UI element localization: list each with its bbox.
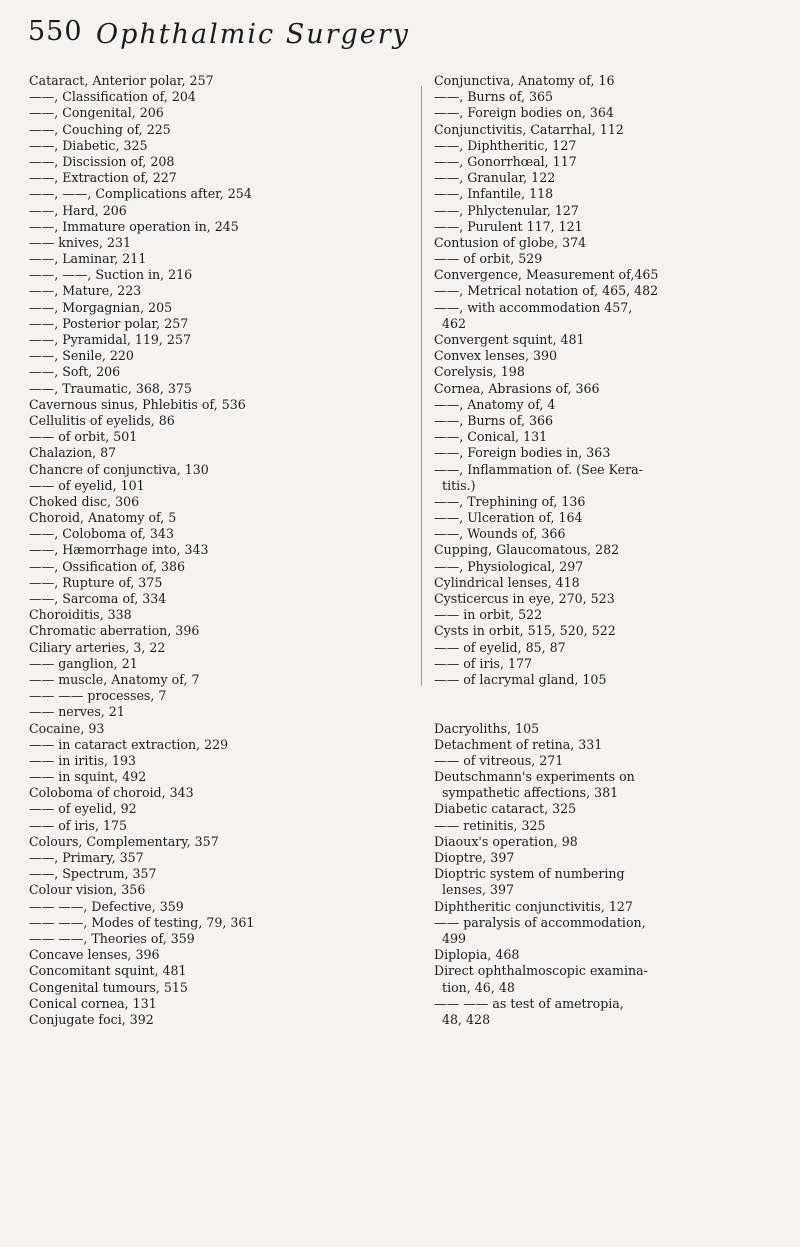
index-entry: Contusion of globe, 374 xyxy=(434,234,587,250)
index-entry: Congenital tumours, 515 xyxy=(29,979,188,995)
index-entry: ——, Primary, 357 xyxy=(29,850,144,865)
index-entry: Deutschmann's experiments on xyxy=(434,769,635,785)
index-entry: ——, Classification of, 204 xyxy=(29,89,196,105)
index-entry: Conjunctiva, Anatomy of, 16 xyxy=(434,73,615,88)
index-entry: —— of lacrymal gland, 105 xyxy=(434,671,607,687)
index-entry xyxy=(434,688,790,704)
index-entry: Colour vision, 356 xyxy=(29,882,146,898)
index-entry: Dioptric system of numbering xyxy=(434,866,625,882)
index-entry: ——, Spectrum, 357 xyxy=(29,866,157,882)
index-entry: —— in iritis, 193 xyxy=(29,752,137,768)
index-entry: Conjunctivitis, Catarrhal, 112 xyxy=(434,121,624,137)
index-entry: ——, Metrical notation of, 465, 482 xyxy=(434,283,659,299)
index-entry: Conjugate foci, 392 xyxy=(29,1011,154,1027)
index-entry: —— of eyelid, 85, 87 xyxy=(434,639,566,655)
index-entry: ——, Conical, 131 xyxy=(434,429,548,445)
index-entry: ——, Infantile, 118 xyxy=(434,186,554,202)
index-entry: ——, Soft, 206 xyxy=(29,364,121,380)
index-entry: ——, Ulceration of, 164 xyxy=(434,510,583,526)
index-entry: —— paralysis of accommodation, xyxy=(434,914,646,930)
index-entry: ——, Foreign bodies in, 363 xyxy=(434,445,611,461)
index-entry: —— in orbit, 522 xyxy=(434,607,543,623)
index-entry: titis.) xyxy=(434,477,476,493)
index-entry: ——, Discission of, 208 xyxy=(29,153,175,169)
index-entry: —— —— as test of ametropia, xyxy=(434,995,624,1011)
index-entry: Choroiditis, 338 xyxy=(29,607,132,623)
index-entry: ——, Laminar, 211 xyxy=(29,251,147,267)
index-entry: tion, 46, 48 xyxy=(434,979,515,995)
index-entry: Direct ophthalmoscopic examina- xyxy=(434,963,648,979)
index-entry: Coloboma of choroid, 343 xyxy=(29,785,194,801)
index-entry: Diabetic cataract, 325 xyxy=(434,801,577,817)
index-entry: ——, Diabetic, 325 xyxy=(29,137,148,153)
index-entry: ——, Phlyctenular, 127 xyxy=(434,202,579,218)
index-entry: Cupping, Glaucomatous, 282 xyxy=(434,542,620,558)
index-entry: ——, Trephining of, 136 xyxy=(434,493,586,509)
index-entry: —— knives, 231 xyxy=(29,234,132,250)
index-entry: Cysticercus in eye, 270, 523 xyxy=(434,591,615,606)
index-entry: Cylindrical lenses, 418 xyxy=(434,574,580,590)
index-entry: Concomitant squint, 481 xyxy=(29,963,187,979)
index-entry: —— ——, Theories of, 359 xyxy=(29,930,195,946)
index-entry: ——, Physiological, 297 xyxy=(434,558,584,574)
index-entry: —— nerves, 21 xyxy=(29,704,125,720)
index-entry: Diphtheritic conjunctivitis, 127 xyxy=(434,898,633,914)
index-column-right xyxy=(434,73,790,1028)
index-entry: Cataract, Anterior polar, 257 xyxy=(29,73,214,88)
index-entry: —— of orbit, 529 xyxy=(434,251,543,267)
index-entry: ——, Mature, 223 xyxy=(29,283,142,299)
index-entry: Diaoux's operation, 98 xyxy=(434,833,578,849)
index-entry: ——, Coloboma of, 343 xyxy=(29,526,174,542)
index-entry: ——, Pyramidal, 119, 257 xyxy=(29,332,191,347)
column-divider xyxy=(421,86,422,686)
index-entry: —— of vitreous, 271 xyxy=(434,752,564,768)
index-entry: ——, Diphtheritic, 127 xyxy=(434,137,577,153)
index-entry: 499 xyxy=(434,930,467,946)
index-entry: —— muscle, Anatomy of, 7 xyxy=(29,671,200,687)
index-entry: Cavernous sinus, Phlebitis of, 536 xyxy=(29,396,246,412)
index-entry: ——, Immature operation in, 245 xyxy=(29,218,239,234)
index-entry: 48, 428 xyxy=(434,1011,491,1027)
index-entry: —— in cataract extraction, 229 xyxy=(29,736,229,752)
index-entry: Chalazion, 87 xyxy=(29,445,117,461)
index-entry: —— ganglion, 21 xyxy=(29,655,138,671)
index-entry: ——, Hard, 206 xyxy=(29,202,127,218)
index-entry: ——, ——, Complications after, 254 xyxy=(29,186,252,202)
index-entry: —— of eyelid, 92 xyxy=(29,801,137,817)
index-entry: Convex lenses, 390 xyxy=(434,348,558,364)
index-entry xyxy=(434,704,790,720)
index-entry: —— of iris, 177 xyxy=(434,655,533,671)
index-entry: ——, Posterior polar, 257 xyxy=(29,315,189,331)
index-entry: Convergent squint, 481 xyxy=(434,332,585,347)
index-entry: ——, Extraction of, 227 xyxy=(29,170,177,186)
index-entry: ——, Hæmorrhage into, 343 xyxy=(29,542,209,558)
index-entry: Choked disc, 306 xyxy=(29,493,140,509)
index-entry: ——, Sarcoma of, 334 xyxy=(29,591,167,606)
index-entry: sympathetic affections, 381 xyxy=(434,785,619,801)
index-entry: ——, Burns of, 366 xyxy=(434,412,553,428)
index-entry: ——, Couching of, 225 xyxy=(29,121,171,137)
index-entry: —— of eyelid, 101 xyxy=(29,477,145,493)
running-title: Ophthalmic Surgery xyxy=(96,19,410,50)
index-entry: Conical cornea, 131 xyxy=(29,995,157,1011)
index-entry: ——, Foreign bodies on, 364 xyxy=(434,105,614,121)
index-entry: —— ——, Defective, 359 xyxy=(29,898,184,914)
index-entry: Colours, Complementary, 357 xyxy=(29,833,219,849)
index-entry: ——, Morgagnian, 205 xyxy=(29,299,173,315)
index-entry: —— —— processes, 7 xyxy=(29,688,167,704)
index-entry: ——, with accommodation 457, xyxy=(434,299,633,315)
index-entry: ——, Traumatic, 368, 375 xyxy=(29,380,192,396)
index-entry: 462 xyxy=(434,315,467,331)
index-entry: ——, Gonorrhœal, 117 xyxy=(434,153,577,169)
index-entry: Diplopia, 468 xyxy=(434,947,520,963)
index-entry: Convergence, Measurement of,465 xyxy=(434,267,659,283)
index-entry: ——, Purulent 117, 121 xyxy=(434,218,583,234)
index-entry: —— of orbit, 501 xyxy=(29,429,138,445)
index-entry: Detachment of retina, 331 xyxy=(434,736,603,752)
index-entry: Cellulitis of eyelids, 86 xyxy=(29,412,175,428)
index-entry: Dacryoliths, 105 xyxy=(434,720,540,736)
index-entry: Chancre of conjunctiva, 130 xyxy=(29,461,209,477)
index-entry: ——, Inflammation of. (See Kera- xyxy=(434,461,643,477)
index-entry: ——, Senile, 220 xyxy=(29,348,134,364)
index-entry: ——, Ossification of, 386 xyxy=(29,558,186,574)
page-number: 550 xyxy=(28,16,83,47)
index-entry: —— in squint, 492 xyxy=(29,769,147,785)
index-entry: Ciliary arteries, 3, 22 xyxy=(29,639,166,655)
index-entry: —— retinitis, 325 xyxy=(434,817,546,833)
index-entry: lenses, 397 xyxy=(434,882,515,898)
index-entry: ——, Rupture of, 375 xyxy=(29,574,163,590)
index-entry: Choroid, Anatomy of, 5 xyxy=(29,510,177,526)
index-entry: Cocaine, 93 xyxy=(29,720,105,736)
index-entry: Chromatic aberration, 396 xyxy=(29,623,200,639)
index-entry: Dioptre, 397 xyxy=(434,850,515,865)
index-entry: ——, Burns of, 365 xyxy=(434,89,553,105)
index-entry: Concave lenses, 396 xyxy=(29,947,160,963)
index-entry: ——, Congenital, 206 xyxy=(29,105,164,121)
index-entry: Corelysis, 198 xyxy=(434,364,525,380)
index-entry: —— of iris, 175 xyxy=(29,817,128,833)
index-entry: ——, Wounds of, 366 xyxy=(434,526,566,542)
index-entry: ——, Anatomy of, 4 xyxy=(434,396,556,412)
index-entry: Cornea, Abrasions of, 366 xyxy=(434,380,600,396)
index-entry: ——, Granular, 122 xyxy=(434,170,556,186)
index-entry: ——, ——, Suction in, 216 xyxy=(29,267,193,283)
page-header xyxy=(28,16,788,56)
index-entry: —— ——, Modes of testing, 79, 361 xyxy=(29,914,255,930)
index-column-left xyxy=(29,73,414,1028)
index-entry: Cysts in orbit, 515, 520, 522 xyxy=(434,623,616,639)
